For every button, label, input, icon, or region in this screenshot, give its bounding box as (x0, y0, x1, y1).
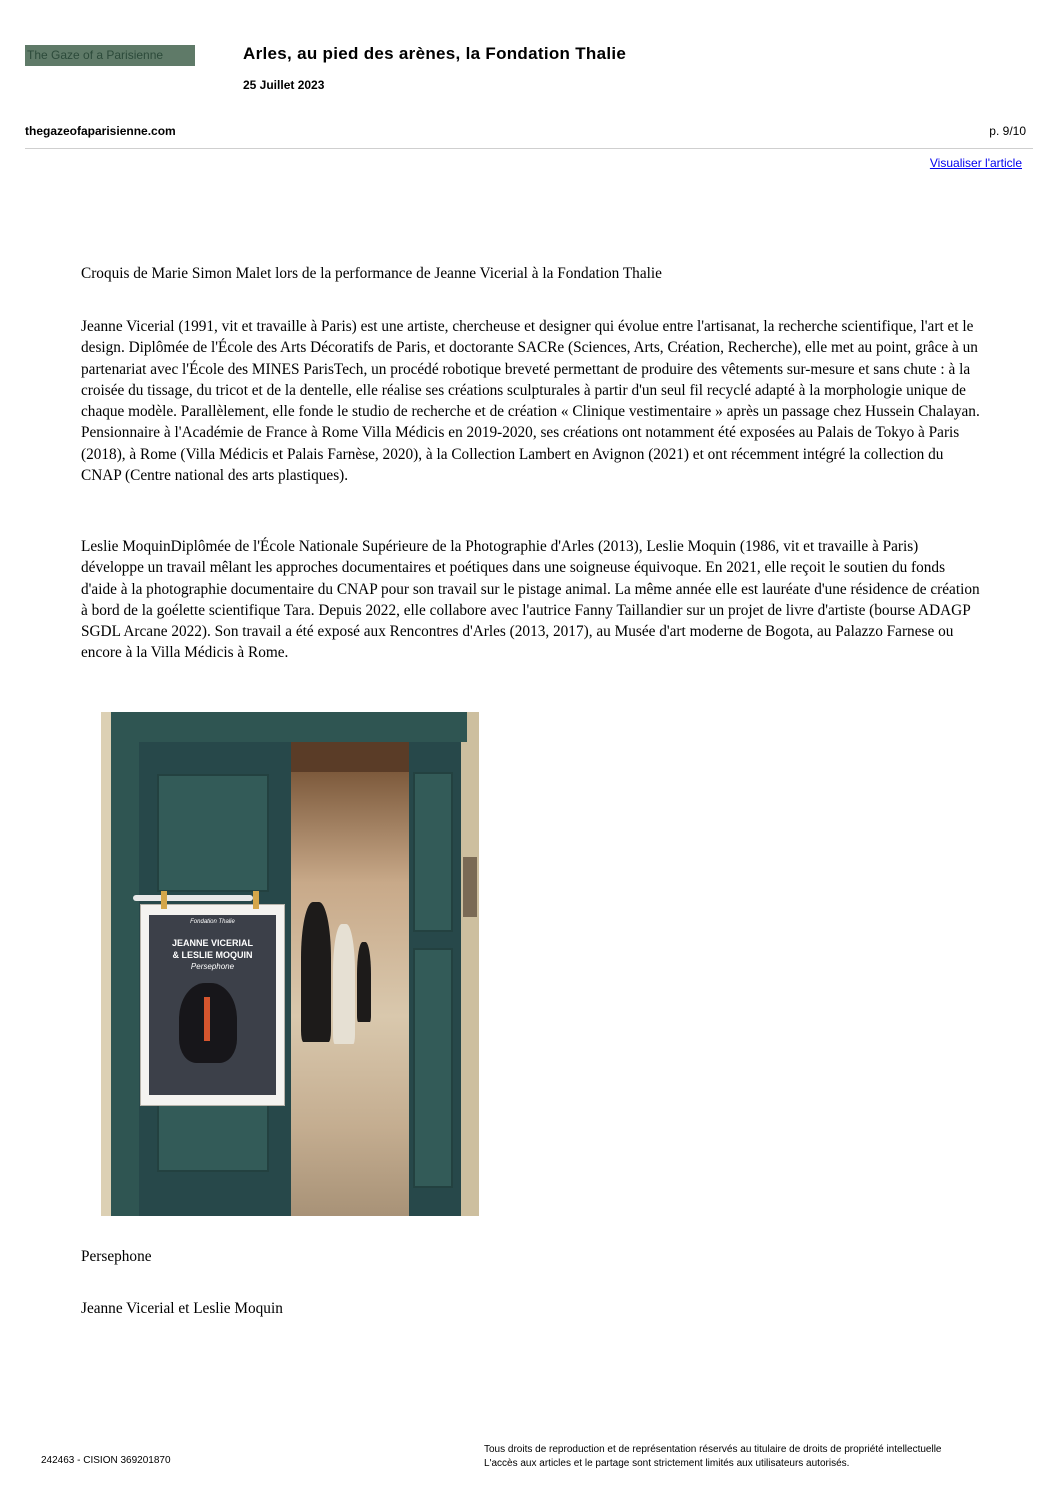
caption-croquis: Croquis de Marie Simon Malet lors de la performance de Jeanne Vicerial à la Fondation Thalie (81, 265, 662, 282)
article-date: 25 Juillet 2023 (243, 78, 325, 92)
page-number: p. 9/10 (989, 124, 1026, 138)
poster-title-line2: & LESLIE MOQUIN (172, 950, 253, 960)
poster-header: Fondation Thalie (190, 919, 235, 925)
view-article-link[interactable]: Visualiser l'article (929, 156, 1022, 170)
exhibition-photo (101, 712, 479, 1216)
caption-persephone: Persephone (81, 1248, 152, 1265)
rights-notice (484, 1443, 942, 1471)
site-logo (25, 45, 195, 66)
cision-id: 242463 - CISION 369201870 (41, 1455, 171, 1466)
poster-title-line1: JEANNE VICERIAL (171, 938, 253, 948)
exhibition-poster (140, 904, 285, 1106)
header-divider (25, 148, 1033, 149)
rights-line-1: Tous droits de reproduction et de représentation réservés au titulaire de droits de propriété intellectuelle (484, 1444, 942, 1455)
article-title: Arles, au pied des arènes, la Fondation Thalie (243, 44, 627, 63)
paragraph-moquin: Leslie MoquinDiplômée de l'École Nationale Supérieure de la Photographie d'Arles (2013), Leslie Moquin (1986, vit et travaille à Paris) développe un travail mêlant les approches documentaires et poétiques dans une soigneuse équivoque. En 2021, elle reçoit le soutien du fonds d'aide à la photographie documentaire du CNAP pour son travail sur le pistage animal. La même année elle est lauréate d'une résidence de création à bord de la goélette scientifique Tara. Depuis 2022, elle collabore avec l'autrice Fanny Taillandier sur un projet de livre d'artiste (bourse ADAGP SGDL Arcane 2022). Son travail a été exposé aux Rencontres d'Arles (2013, 2017), au Musée d'art moderne de Bogota, au Palazzo Farnese ou encore à la Villa Médicis à Rome. (81, 538, 980, 662)
logo-text: The Gaze of a Parisienne (27, 48, 164, 62)
rights-line-2: L'accès aux articles et le partage sont strictement limités aux utilisateurs autorisés. (484, 1458, 850, 1469)
source-domain: thegazeofaparisienne.com (25, 124, 176, 138)
caption-artists: Jeanne Vicerial et Leslie Moquin (81, 1300, 283, 1317)
poster-subtitle: Persephone (190, 962, 235, 971)
paragraph-vicerial: Jeanne Vicerial (1991, vit et travaille à Paris) est une artiste, chercheuse et designer qui évolue entre l'artisanat, la recherche scientifique, l'art et le design. Diplômée de l'École des Arts Décoratifs de Paris, et doctorante SACRe (Sciences, Arts, Création, Recherche), elle met au point, grâce à un partenariat avec l'École des MINES ParisTech, un procédé robotique breveté permettant de produire des vêtements sur-mesure et sans chute : à la croisée du tissage, du tricot et de la dentelle, elle réalise ses créations sculpturales à partir d'un seul fil recyclé adapté à la morphologie unique de chaque modèle. Parallèlement, elle fonde le studio de recherche et de création « Clinique vestimentaire » après un passage chez Hussein Chalayan. Pensionnaire à l'Académie de France à Rome Villa Médicis en 2019-2020, ses créations ont notamment été exposées au Palais de Tokyo à Paris (2018), à Rome (Villa Médicis et Palais Farnèse, 2020), à la Collection Lambert en Avignon (2021) et ont récemment intégré la collection du CNAP (Centre national des arts plastiques). (81, 318, 980, 485)
